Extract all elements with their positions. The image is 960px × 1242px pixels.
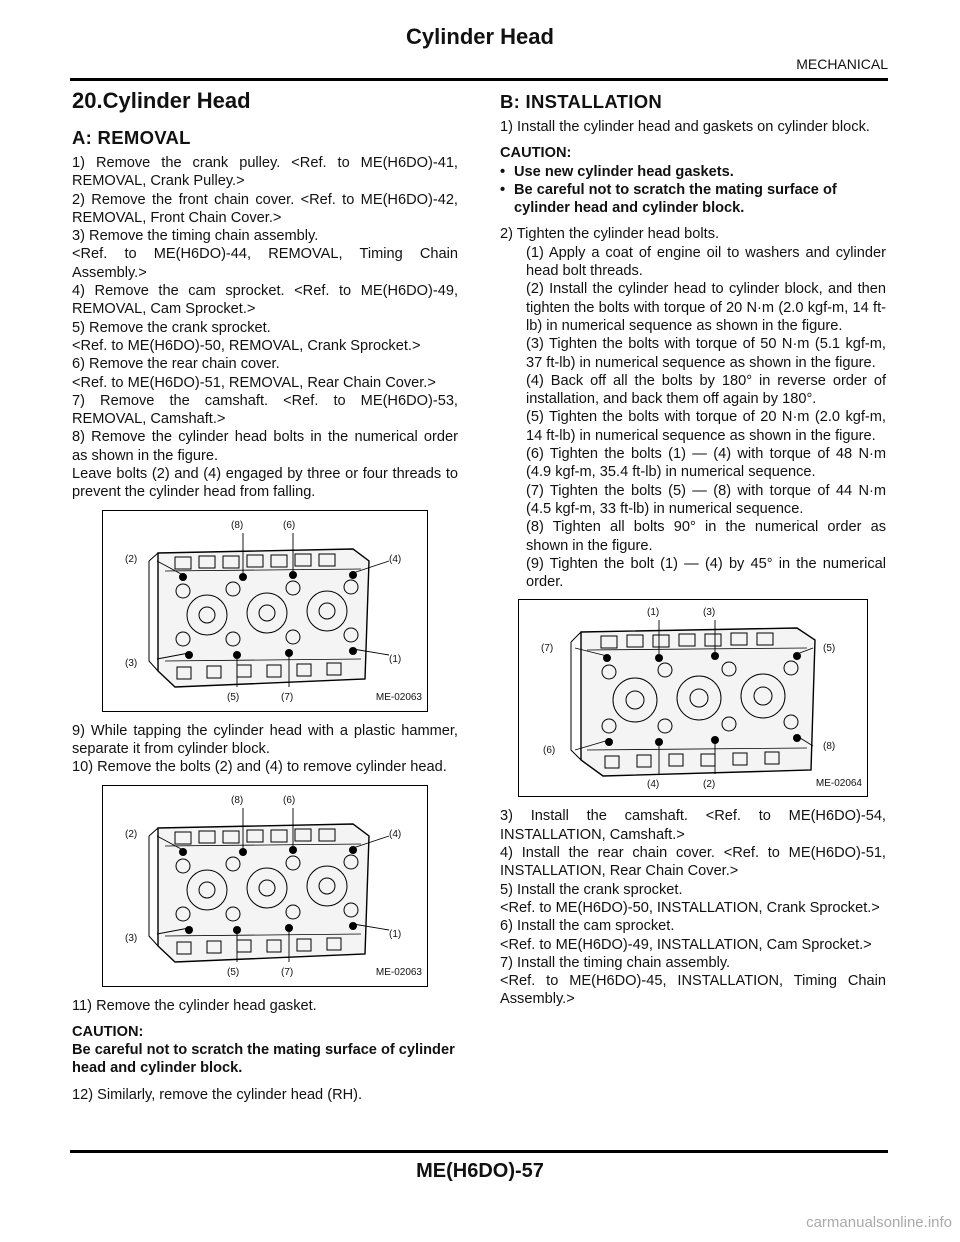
- step: 4) Install the rear chain cover. <Ref. to ME(H6DO)-51, INSTALLATION, Rear Chain Cover.>: [500, 845, 886, 880]
- step: 7) Remove the camshaft. <Ref. to ME(H6DO)-53, REMOVAL, Camshaft.>: [72, 392, 458, 428]
- step: <Ref. to ME(H6DO)-50, INSTALLATION, Crank Sprocket.>: [500, 899, 880, 916]
- step: <Ref. to ME(H6DO)-50, REMOVAL, Crank Sprocket.>: [72, 337, 421, 354]
- step: 6) Remove the rear chain cover.: [72, 356, 280, 373]
- cylinder-head-illustration: [103, 786, 427, 986]
- removal-heading: A: REMOVAL: [72, 127, 191, 148]
- callout-label: (7): [281, 966, 294, 978]
- step: 10) Remove the bolts (2) and (4) to remove cylinder head.: [72, 759, 447, 776]
- callout-label: (4): [647, 779, 660, 791]
- cylinder-head-illustration: [519, 600, 867, 796]
- callout-label: (2): [125, 553, 138, 565]
- callout-label: (8): [231, 794, 244, 806]
- sub-step: (8) Tighten all bolts 90° in the numerical order as shown in the figure.: [526, 519, 886, 554]
- step: 3) Remove the timing chain assembly.: [72, 228, 319, 245]
- watermark: carmanualsonline.info: [806, 1214, 952, 1231]
- figure-code: ME-02064: [815, 778, 862, 790]
- callout-label: (7): [281, 691, 294, 703]
- callout-label: (4): [389, 553, 402, 565]
- caution-bullet: • Be careful not to scratch the mating surface of cylinder head and cylinder block.: [500, 181, 886, 218]
- callout-label: (5): [227, 691, 240, 703]
- cylinder-head-figure-3: [518, 599, 868, 797]
- step: 1) Install the cylinder head and gaskets on cylinder block.: [500, 119, 870, 135]
- step: 5) Install the crank sprocket.: [500, 881, 683, 898]
- caution-text: Be careful not to scratch the mating surface of cylinder head and cylinder block.: [72, 1042, 455, 1077]
- callout-label: (6): [283, 794, 296, 806]
- step: 3) Install the camshaft. <Ref. to ME(H6DO)-54, INSTALLATION, Camshaft.>: [500, 808, 886, 843]
- callout-label: (1): [389, 928, 402, 940]
- right-column: [500, 84, 886, 1009]
- sub-step: (6) Tighten the bolts (1) — (4) with torque of 48 N·m (4.9 kgf-m, 35.4 ft-lb) in numerical sequence.: [526, 446, 886, 481]
- callout-label: (6): [543, 745, 556, 757]
- cylinder-head-figure-2: [102, 785, 428, 987]
- figure-code: ME-02063: [375, 692, 422, 704]
- footer-divider: [70, 1150, 888, 1153]
- step: 1) Remove the crank pulley. <Ref. to ME(H6DO)-41, REMOVAL, Crank Pulley.>: [72, 155, 458, 190]
- step: 8) Remove the cylinder head bolts in the numerical order as shown in the figure.: [72, 429, 458, 464]
- sub-step: (7) Tighten the bolts (5) — (8) with torque of 44 N·m (4.5 kgf-m, 33 ft-lb) in numerical sequence.: [526, 482, 886, 517]
- header-divider: [70, 78, 888, 81]
- sub-step: (9) Tighten the bolt (1) — (4) by 45° in the numerical order.: [526, 555, 886, 591]
- sub-step: (4) Back off all the bolts by 180° in reverse order of installation, and back them off again by 180°.: [526, 372, 886, 408]
- step: 7) Install the timing chain assembly.: [500, 954, 731, 971]
- step: 2) Remove the front chain cover. <Ref. to ME(H6DO)-42, REMOVAL, Front Chain Cover.>: [72, 191, 458, 226]
- step: 2) Tighten the cylinder head bolts.: [500, 226, 720, 243]
- sub-step: (3) Tighten the bolts with torque of 50 N·m (5.1 kgf-m, 37 ft-lb) in numerical sequence as shown in the figure.: [526, 336, 886, 371]
- step: <Ref. to ME(H6DO)-44, REMOVAL, Timing Chain Assembly.>: [72, 246, 458, 281]
- figure-code: ME-02063: [375, 967, 422, 979]
- cylinder-head-figure-1: [102, 510, 428, 712]
- step: 9) While tapping the cylinder head with a plastic hammer, separate it from cylinder block.: [72, 722, 458, 757]
- page-number: ME(H6DO)-57: [416, 1160, 544, 1182]
- sub-step: (1) Apply a coat of engine oil to washers and cylinder head bolt threads.: [526, 244, 886, 280]
- step: 12) Similarly, remove the cylinder head (RH).: [72, 1086, 363, 1103]
- callout-label: (7): [541, 643, 554, 655]
- step: 11) Remove the cylinder head gasket.: [72, 997, 317, 1014]
- callout-label: (2): [125, 828, 138, 840]
- caution-title: CAUTION:: [72, 1023, 144, 1040]
- caution-title: CAUTION:: [500, 145, 572, 162]
- step: <Ref. to ME(H6DO)-49, INSTALLATION, Cam Sprocket.>: [500, 936, 872, 953]
- callout-label: (2): [703, 779, 716, 791]
- section-heading: 20.Cylinder Head: [72, 88, 251, 113]
- installation-heading: B: INSTALLATION: [500, 91, 663, 112]
- step: <Ref. to ME(H6DO)-45, INSTALLATION, Timing Chain Assembly.>: [500, 973, 886, 1008]
- callout-label: (4): [389, 828, 402, 840]
- section-name: MECHANICAL: [796, 56, 888, 72]
- callout-label: (3): [125, 932, 138, 944]
- callout-label: (8): [823, 741, 836, 753]
- callout-label: (3): [125, 657, 138, 669]
- callout-label: (3): [703, 607, 716, 619]
- callout-label: (1): [389, 653, 402, 665]
- callout-label: (5): [227, 966, 240, 978]
- step: <Ref. to ME(H6DO)-51, REMOVAL, Rear Chain Cover.>: [72, 374, 436, 391]
- step: 5) Remove the crank sprocket.: [72, 319, 271, 336]
- cylinder-head-illustration: [103, 511, 427, 711]
- callout-label: (8): [231, 519, 244, 531]
- sub-step: (5) Tighten the bolts with torque of 20 N·m (2.0 kgf-m, 14 ft-lb) in numerical sequence as shown in the figure.: [526, 409, 886, 444]
- sub-step: (2) Install the cylinder head to cylinder block, and then tighten the bolts with torque of 20 N·m (2.0 kgf-m, 14 ft-lb) in numerical sequence as shown in the figure.: [526, 281, 886, 334]
- caution-bullet: • Use new cylinder head gaskets.: [500, 163, 886, 181]
- left-column: [72, 84, 458, 1104]
- step: 4) Remove the cam sprocket. <Ref. to ME(H6DO)-49, REMOVAL, Cam Sprocket.>: [72, 283, 458, 318]
- step: 6) Install the cam sprocket.: [500, 918, 675, 935]
- callout-label: (5): [823, 643, 836, 655]
- step: Leave bolts (2) and (4) engaged by three or four threads to prevent the cylinder head from falling.: [72, 466, 458, 501]
- callout-label: (6): [283, 519, 296, 531]
- callout-label: (1): [647, 607, 660, 619]
- page-title: Cylinder Head: [406, 24, 554, 49]
